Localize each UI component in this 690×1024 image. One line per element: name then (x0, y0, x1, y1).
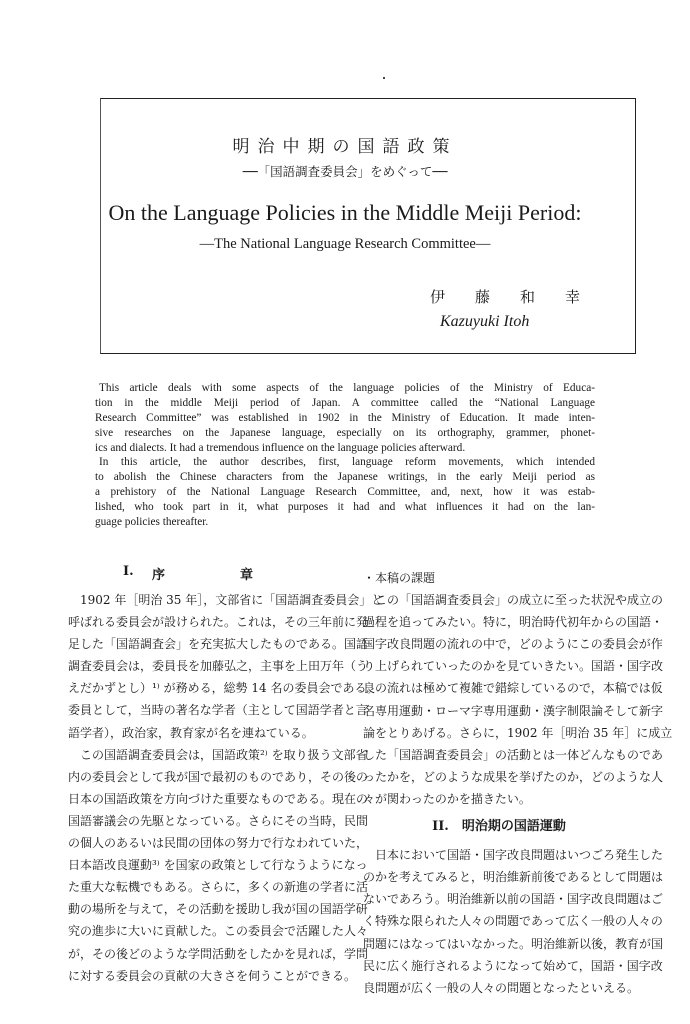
author-romaji: Kazuyuki Itoh (440, 313, 530, 330)
body-line: この「国語調査委員会」の成立に至った状況や成立の (375, 593, 664, 608)
section-number: I. (123, 564, 134, 579)
abstract-line: to abolish the Chinese characters from the Japanese writings, in the early Meiji period as (95, 471, 595, 484)
section-title-part: 章 (240, 568, 254, 583)
body-line: 民に広く施行されるようになって始めて，国語・国字改 (363, 958, 663, 973)
right-column (363, 567, 673, 999)
body-line: ないであろう。明治維新以前の国語・国字改良問題はご (363, 892, 664, 907)
body-line: 名専用運動・ローマ字専用運動・漢字制限論そして新字 (363, 703, 664, 718)
body-line: 1902 年［明治 35 年］，文部省に「国語調査委員会」と (80, 593, 384, 607)
body-line: が，その後どのような学問活動をしたかを見れば，学問 (68, 946, 369, 961)
body-line: ったかを，どのような成果を挙げたのか，どのような人 (363, 769, 664, 784)
body-line: た重大な転機でもある。さらに，多くの新進の学者に活 (68, 880, 369, 895)
body-line: り上げられていったのかを見ていきたい。国語・国字改 (363, 659, 664, 674)
body-line: 良問題が広く一般の人々の問題となったといえる。 (363, 980, 640, 995)
abstract-line: a prehistory of the National Language Research Committee, and, next, how it was estab- (95, 486, 595, 499)
scan-speck (383, 77, 385, 79)
abstract (95, 381, 595, 530)
abstract-line: tion in the middle Meiji period of Japan. A committee called the “National Language (95, 396, 595, 409)
body-line: 委員として，当時の著名な学者（主として国語学者と言 (68, 703, 368, 718)
abstract-line: ics and dialects. It had a tremendous influence on the language policies afterward. (95, 441, 466, 454)
english-subtitle: —The National Language Research Committee— (199, 236, 491, 252)
body-line: した「国語調査委員会」の活動とは一体どんなものであ (363, 747, 664, 762)
body-line: 語学者），政治家，教育家が名を連ねている。 (68, 725, 314, 740)
body-line: 過程を追ってみたい。特に，明治時代初年からの国語・ (363, 615, 664, 630)
body-line: 々が関わったのかを描きたい。 (363, 791, 531, 806)
abstract-line: lished, who took part in it, what purposes it had and what influences it had on the lan- (95, 501, 595, 514)
body-line: 日本の国語政策を方向づけた重要なものである。現在の (68, 791, 369, 806)
english-title: On the Language Policies in the Middle Meiji Period: (108, 200, 582, 225)
body-line: の個人のあるいは民間の団体の努力で行なわれていた， (68, 836, 369, 851)
abstract-line: sive researches on the Japanese language, especially on its orthography, grammer, phonet- (95, 426, 595, 439)
body-line: 足した「国語調査会」を充実拡大したものである。国語 (68, 637, 369, 652)
body-line: この国語調査委員会は，国語政策²⁾ を取り扱う文部省 (80, 747, 368, 762)
section-title-part: 序 (152, 568, 166, 583)
abstract-line: Research Committee” was established in 1902 in the Ministry of Education. It made inten- (95, 411, 595, 424)
section-2-heading: II. 明治期の国語運動 (432, 819, 566, 835)
body-line: 国字改良問題の流れの中で，どのようにこの委員会が作 (363, 637, 663, 652)
body-line: えだかずとし）¹⁾ が務める，総勢 14 名の委員会である。 (68, 681, 379, 696)
body-line: 日本語改良運動³⁾ を国家の政策として行なうようになっ (68, 858, 368, 873)
abstract-line: guage policies thereafter. (95, 516, 209, 529)
body-line: 内の委員会として我が国で最初のものであり，その後の (68, 769, 369, 784)
body-line: 呼ばれる委員会が設けられた。これは，その三年前に発 (68, 615, 369, 630)
body-line: のかを考えてみると，明治維新前後であるとして問題は (363, 870, 664, 885)
body-line: 良の流れは極めて複雑で錯綜しているので，本稿では仮 (363, 681, 663, 696)
left-column (68, 589, 384, 987)
japanese-subtitle: ──「国語調査委員会」をめぐって── (242, 164, 448, 179)
body-line: 究の進歩に大いに貢献した。この委員会で活躍した人々 (68, 924, 369, 939)
body-line: 国語審議会の先駆となっている。さらにその当時，民間 (68, 813, 369, 828)
author-japanese: 伊藤和幸 (430, 288, 611, 306)
subsection-heading: ・本稿の課題 (363, 571, 436, 585)
abstract-line: This article deals with some aspects of the language policies of the Ministry of Educa- (99, 382, 595, 394)
body-line: 日本において国語・国字改良問題はいつごろ発生した (375, 848, 664, 863)
body-line: く特殊な限られた人々の問題であって広く一般の人々の (363, 914, 663, 929)
japanese-title: 明治中期の国語政策 (232, 137, 458, 157)
abstract-line: In this article, the author describes, first, language reform movements, which intended (99, 456, 595, 469)
body-line: に対する委員会の貢献の大きさを伺うことができる。 (68, 968, 357, 983)
body-line: 動の場所を与えて，その活動を援助し我が国の国語学研 (68, 902, 368, 917)
body-line: 論をとりあげる。さらに，1902 年［明治 35 年］に成立 (363, 725, 673, 740)
body-line: 調査委員会は，委員長を加藤弘之，主事を上田万年（う (68, 659, 369, 674)
body-line: 問題にはなってはいなかった。明治維新以後，教育が国 (363, 936, 664, 951)
